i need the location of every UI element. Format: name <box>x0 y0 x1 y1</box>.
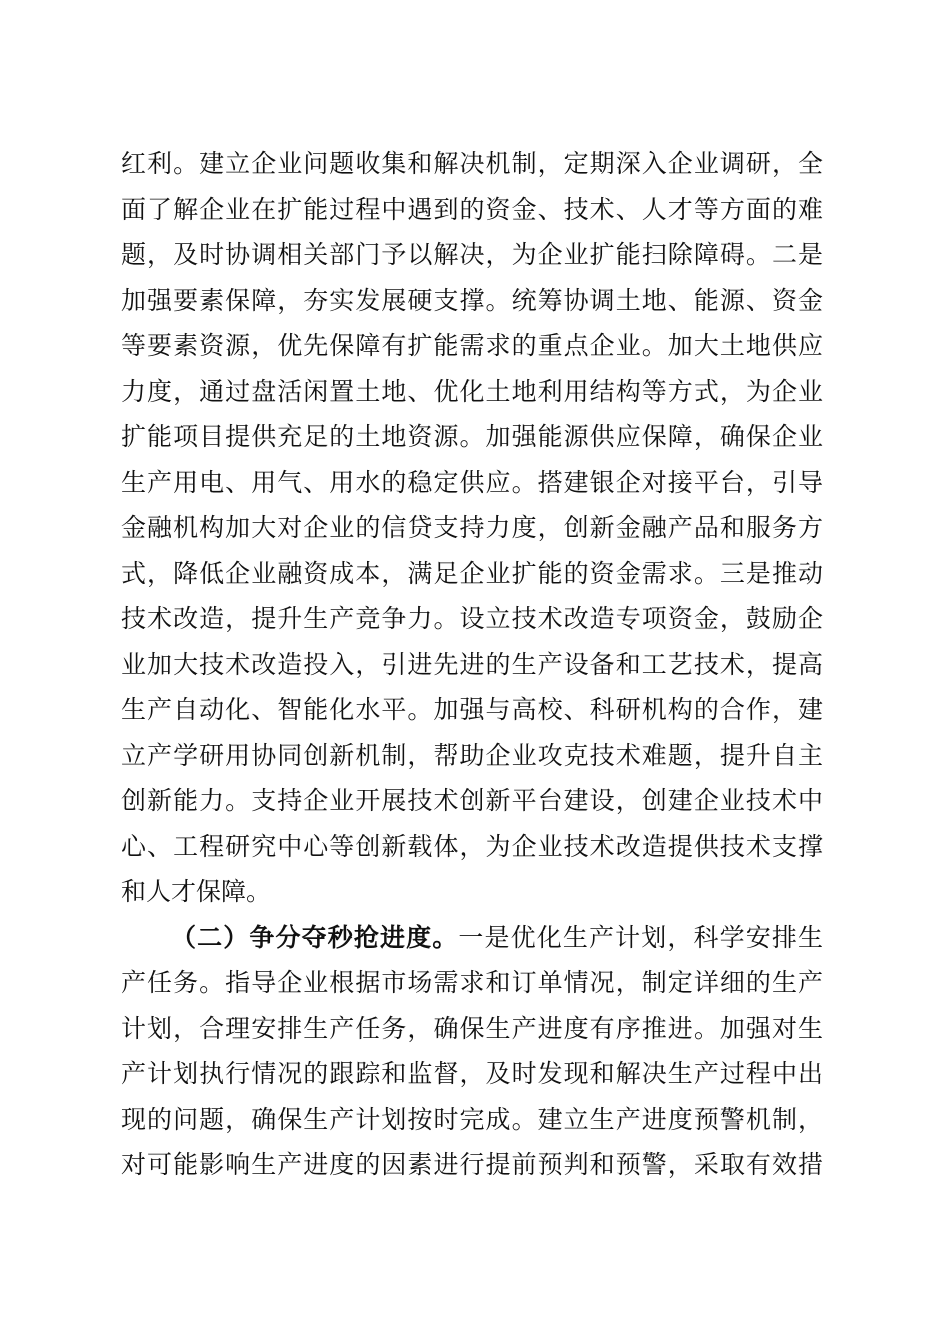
paragraph-line: 现的问题，确保生产计划按时完成。建立生产进度预警机制， <box>121 1104 823 1134</box>
paragraph-line: 心、工程研究中心等创新载体，为企业技术改造提供技术支撑 <box>121 831 823 861</box>
paragraph-text: 一是优化生产计划，科学安排生 <box>458 922 823 952</box>
paragraph-line: 题，及时协调相关部门予以解决，为企业扩能扫除障碍。二是 <box>121 240 823 269</box>
paragraph-line: 面了解企业在扩能过程中遇到的资金、技术、人才等方面的难 <box>121 194 823 224</box>
paragraph-line: 式，降低企业融资成本，满足企业扩能的资金需求。三是推动 <box>121 558 823 588</box>
section-heading: （二）争分夺秒抢进度。 <box>171 922 459 952</box>
paragraph-line: 计划，合理安排生产任务，确保生产进度有序推进。加强对生 <box>121 1013 823 1043</box>
paragraph-line: 等要素资源，优先保障有扩能需求的重点企业。加大土地供应 <box>121 331 823 360</box>
paragraph-line: 生产用电、用气、用水的稳定供应。搭建银企对接平台，引导 <box>121 467 823 497</box>
paragraph-line: 产任务。指导企业根据市场需求和订单情况，制定详细的生产 <box>121 968 823 997</box>
paragraph-line: 技术改造，提升生产竞争力。设立技术改造专项资金，鼓励企 <box>121 604 823 633</box>
paragraph-line: 和人才保障。 <box>121 877 272 906</box>
paragraph-line: 对可能影响生产进度的因素进行提前预判和预警，采取有效措 <box>121 1150 823 1179</box>
paragraph-line: 扩能项目提供充足的土地资源。加强能源供应保障，确保企业 <box>121 422 823 451</box>
paragraph-1 <box>121 141 823 915</box>
paragraph-line: 加强要素保障，夯实发展硬支撑。统筹协调土地、能源、资金 <box>121 285 823 315</box>
paragraph-line: 力度，通过盘活闲置土地、优化土地利用结构等方式，为企业 <box>121 376 823 406</box>
paragraph-line: 产计划执行情况的跟踪和监督，及时发现和解决生产过程中出 <box>121 1059 823 1088</box>
document-body <box>121 141 823 1188</box>
paragraph-line: 红利。建立企业问题收集和解决机制，定期深入企业调研，全 <box>121 149 823 178</box>
paragraph-line: 金融机构加大对企业的信贷支持力度，创新金融产品和服务方 <box>121 513 823 542</box>
paragraph-first-line <box>121 915 823 961</box>
paragraph-line: 创新能力。支持企业开展技术创新平台建设，创建企业技术中 <box>121 786 823 815</box>
paragraph-line: 生产自动化、智能化水平。加强与高校、科研机构的合作，建 <box>121 695 823 724</box>
paragraph-line: 立产学研用协同创新机制，帮助企业攻克技术难题，提升自主 <box>121 740 823 770</box>
paragraph-line: 业加大技术改造投入，引进先进的生产设备和工艺技术，提高 <box>121 649 823 679</box>
paragraph-2 <box>121 915 823 1188</box>
